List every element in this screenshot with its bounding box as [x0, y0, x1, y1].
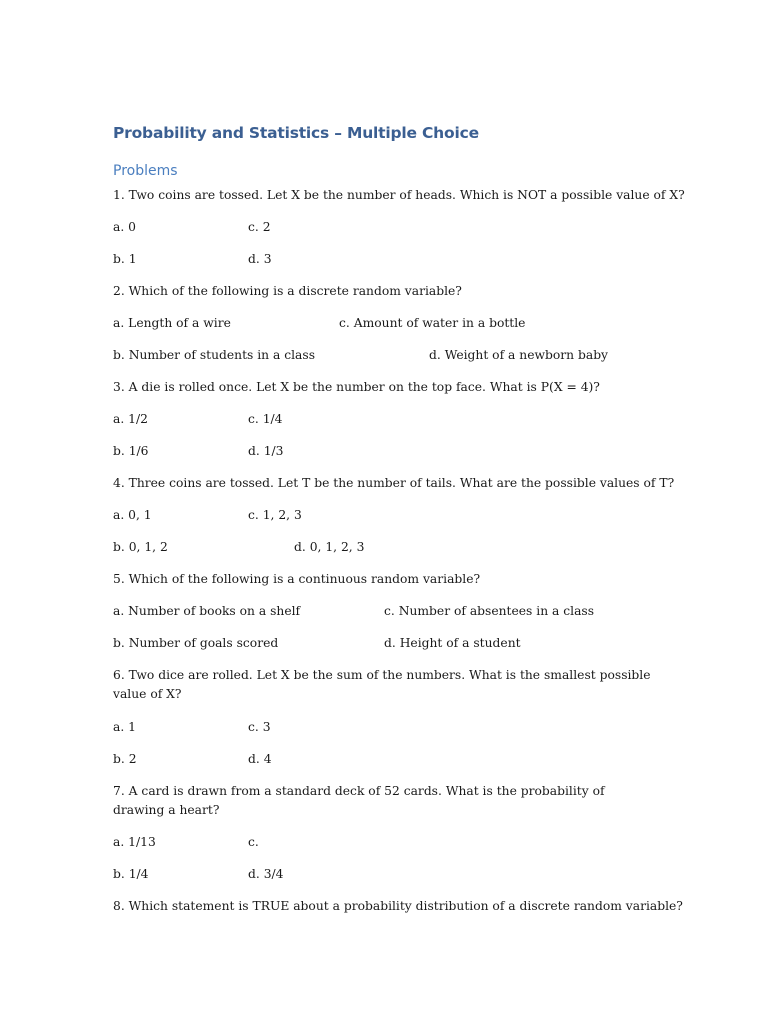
question-7-option-b: b. 1/4 — [113, 867, 149, 881]
question-6-text: 6. Two dice are rolled. Let X be the sum of the numbers. What is the smallest possible value of X? — [113, 668, 651, 701]
question-1-option-c: c. 2 — [248, 220, 271, 234]
question-3-option-b: b. 1/6 — [113, 444, 149, 458]
question-6-option-d: d. 4 — [248, 752, 272, 766]
question-2-option-c: c. Amount of water in a bottle — [339, 316, 526, 330]
question-1-option-b: b. 1 — [113, 252, 137, 266]
question-2-option-b: b. Number of students in a class — [113, 348, 316, 362]
question-3-text: 3. A die is rolled once. Let X be the number on the top face. What is P(X = 4)? — [113, 380, 600, 394]
question-7-option-d: d. 3/4 — [248, 867, 284, 881]
question-4-option-c: c. 1, 2, 3 — [248, 508, 302, 522]
question-5-option-d: d. Height of a student — [384, 636, 521, 650]
question-7-option-a: a. 1/13 — [113, 835, 156, 849]
question-7-text: 7. A card is drawn from a standard deck of 52 cards. What is the probability of drawing a heart? — [113, 784, 605, 817]
question-4-option-d: d. 0, 1, 2, 3 — [294, 540, 365, 554]
question-3-option-a: a. 1/2 — [113, 412, 148, 426]
question-1-option-a: a. 0 — [113, 220, 136, 234]
question-6-option-c: c. 3 — [248, 720, 271, 734]
question-3-option-c: c. 1/4 — [248, 412, 283, 426]
question-3-option-d: d. 1/3 — [248, 444, 284, 458]
question-1-text: 1. Two coins are tossed. Let X be the number of heads. Which is NOT a possible value of X? — [113, 188, 685, 202]
document-title: Probability and Statistics – Multiple Choice — [113, 124, 479, 142]
question-5-option-a: a. Number of books on a shelf — [113, 604, 301, 618]
question-8-text: 8. Which statement is TRUE about a probability distribution of a discrete random variable? — [113, 899, 683, 913]
question-7-option-c: c. — [248, 835, 259, 849]
question-4-text: 4. Three coins are tossed. Let T be the number of tails. What are the possible values of T? — [113, 476, 675, 490]
question-2-option-a: a. Length of a wire — [113, 316, 231, 330]
question-6-option-a: a. 1 — [113, 720, 136, 734]
question-2-option-d: d. Weight of a newborn baby — [429, 348, 609, 362]
section-heading: Problems — [113, 163, 178, 179]
question-4-option-a: a. 0, 1 — [113, 508, 152, 522]
question-4-option-b: b. 0, 1, 2 — [113, 540, 168, 554]
question-2-text: 2. Which of the following is a discrete random variable? — [113, 284, 462, 298]
question-6-option-b: b. 2 — [113, 752, 137, 766]
question-5-option-b: b. Number of goals scored — [113, 636, 279, 650]
question-1-option-d: d. 3 — [248, 252, 272, 266]
question-5-option-c: c. Number of absentees in a class — [384, 604, 595, 618]
question-5-text: 5. Which of the following is a continuous random variable? — [113, 572, 481, 586]
